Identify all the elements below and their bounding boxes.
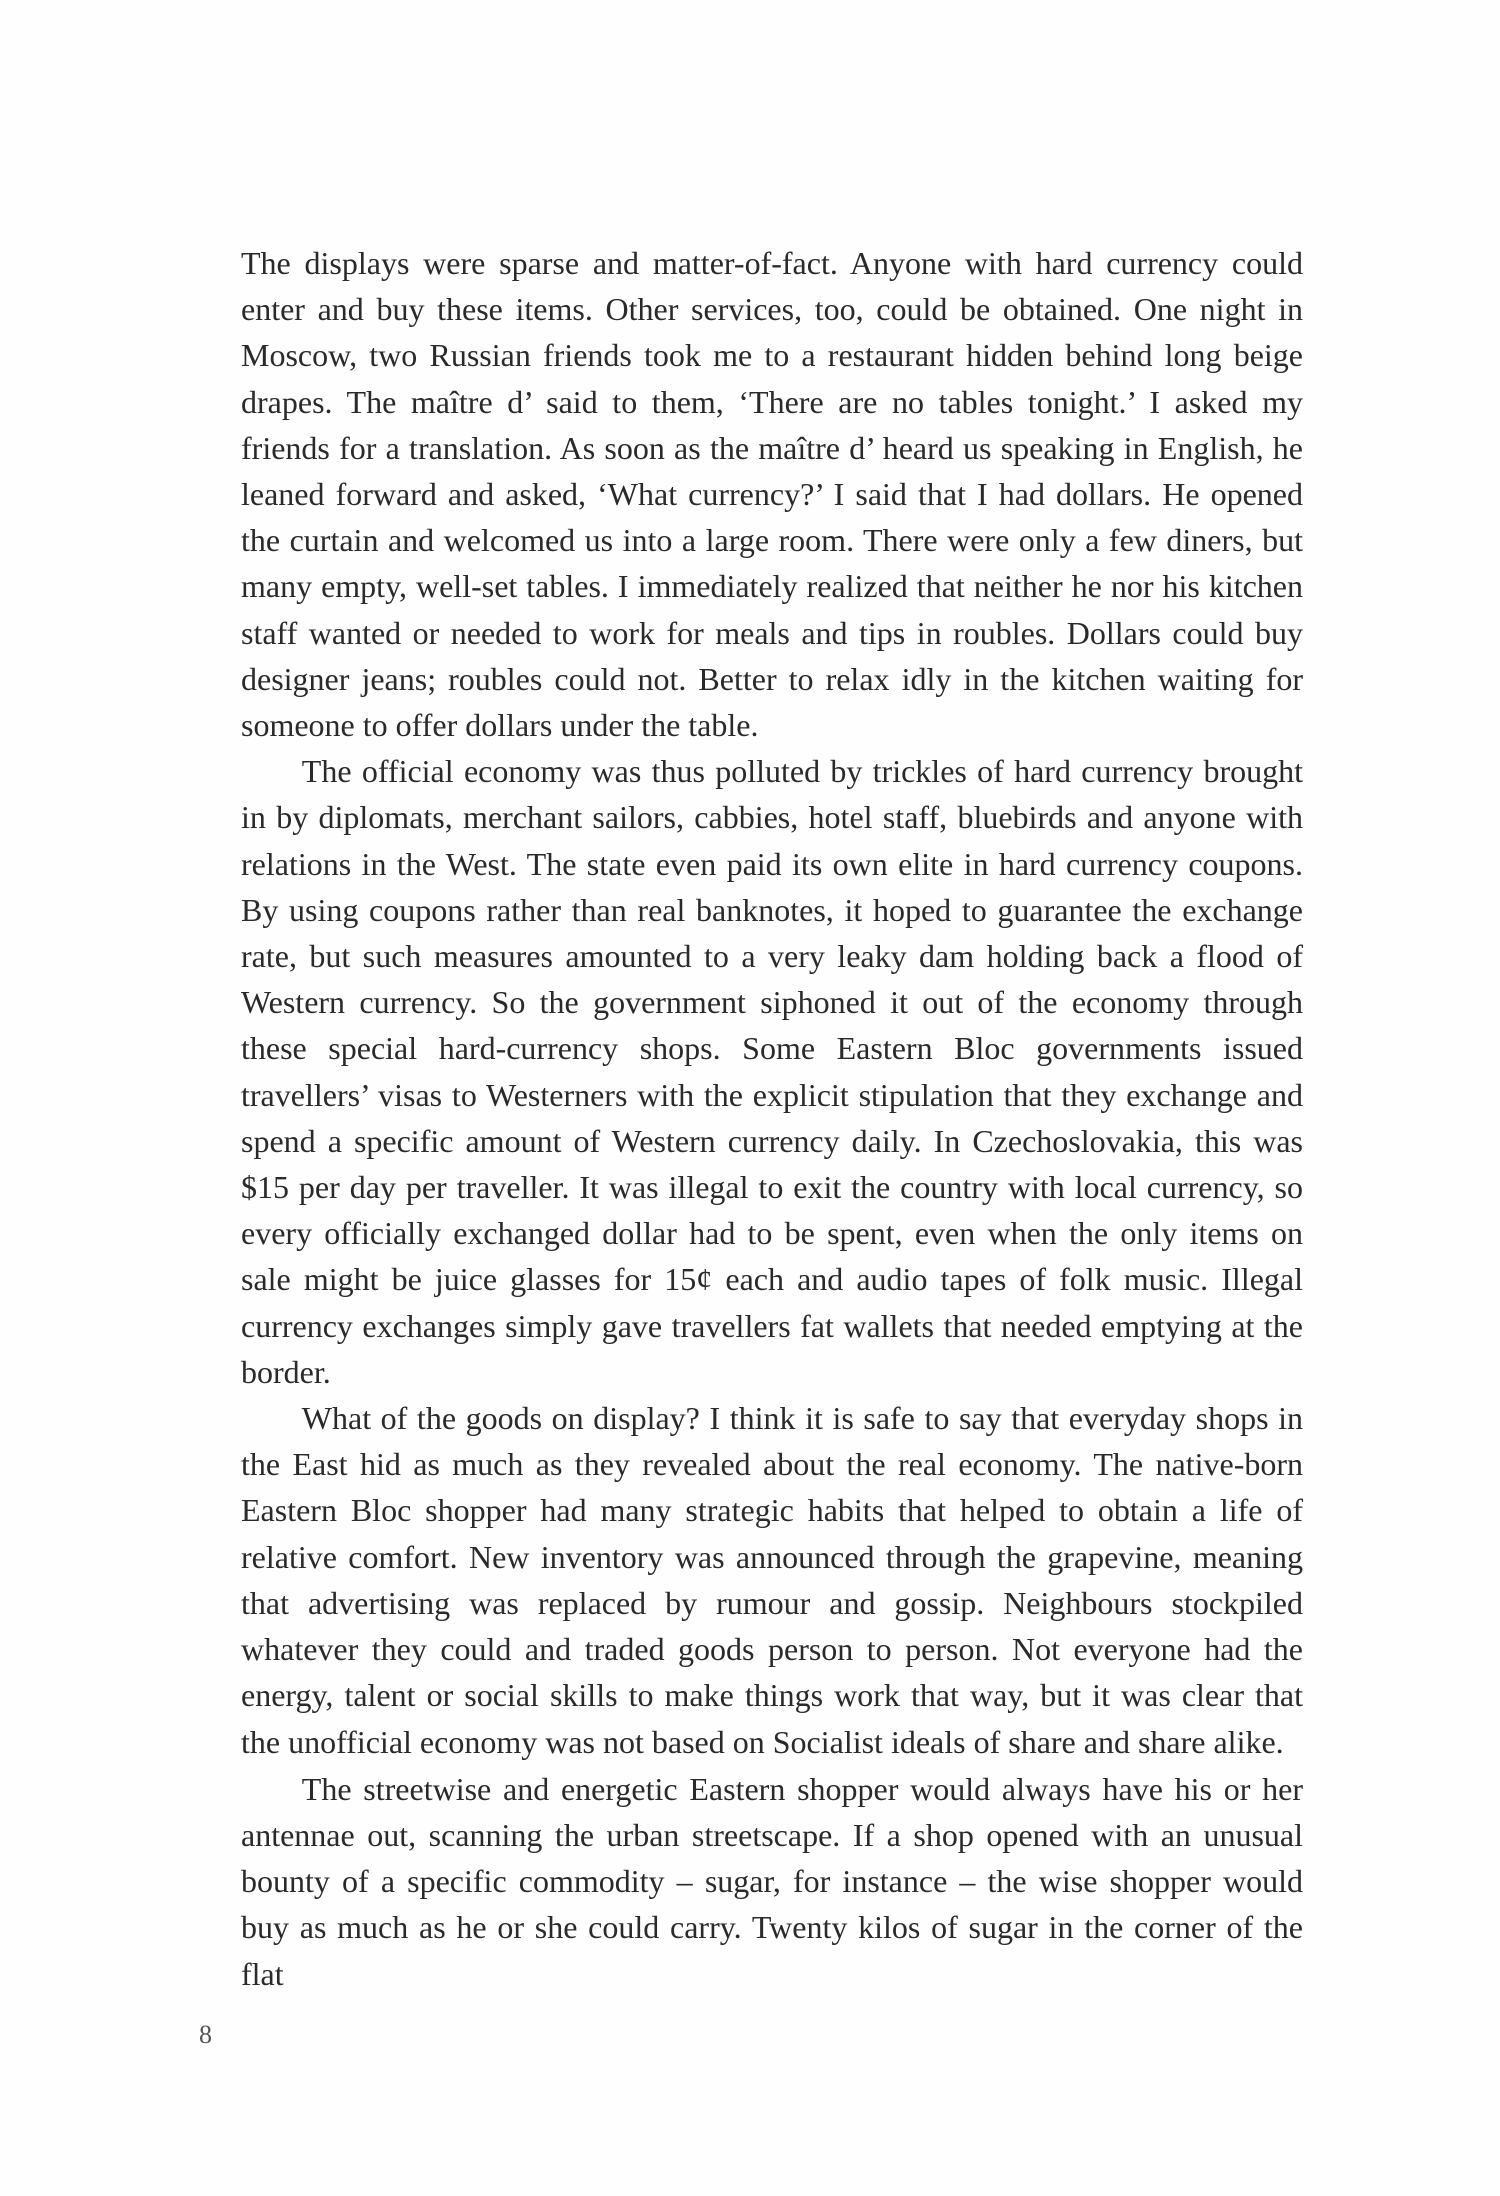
body-text (241, 240, 1303, 1997)
paragraph-4: The streetwise and energetic Eastern shopper would always have his or her antennae out, scanning the urban streetscape. If a shop opened with an unusual bounty of a specific commodity – sugar, for instance – the wise shopper would buy as much as he or she could carry. Twenty kilos of sugar in the corner of the flat (241, 1770, 1303, 1992)
paragraph-1: The displays were sparse and matter-of-fact. Anyone with hard currency could enter and buy these items. Other services, too, could be obtained. One night in Moscow, two Russian friends took me to a restaurant hidden behind long beige drapes. The maître d’ said to them, ‘There are no tables tonight.’ I asked my friends for a translation. As soon as the maître d’ heard us speaking in English, he leaned forward and asked, ‘What currency?’ I said that I had dollars. He opened the curtain and welcomed us into a large room. There were only a few diners, but many empty, well-set tables. I immediately realized that neither he nor his kitchen staff wanted or needed to work for meals and tips in roubles. Dollars could buy designer jeans; roubles could not. Better to relax idly in the kitchen waiting for someone to offer dollars under the table. (241, 245, 1303, 744)
page-number: 8 (199, 2020, 212, 2049)
paragraph-2: The official economy was thus polluted by trickles of hard currency brought in by diplomats, merchant sailors, cabbies, hotel staff, bluebirds and anyone with relations in the West. The state even paid its own elite in hard currency coupons. By using coupons rather than real banknotes, it hoped to guarantee the exchange rate, but such measures amounted to a very leaky dam holding back a flood of Western currency. So the government siphoned it out of the economy through these special hard-currency shops. Some Eastern Bloc governments issued travellers’ visas to Westerners with the explicit stipulation that they exchange and spend a specific amount of Western currency daily. In Czechoslovakia, this was $15 per day per traveller. It was illegal to exit the country with local currency, so every officially exchanged dollar had to be spent, even when the only items on sale might be juice glasses for 15¢ each and audio tapes of folk music. Illegal currency exchanges simply gave travellers fat wallets that needed emptying at the border. (241, 753, 1303, 1390)
paragraph-3: What of the goods on display? I think it is safe to say that everyday shops in the East hid as much as they revealed about the real economy. The native-born Eastern Bloc shopper had many strategic habits that helped to obtain a life of relative comfort. New inventory was announced through the grapevine, meaning that advertising was replaced by rumour and gossip. Neighbours stockpiled whatever they could and traded goods person to person. Not everyone had the energy, talent or social skills to make things work that way, but it was clear that the unofficial economy was not based on Socialist ideals of share and share alike. (241, 1400, 1303, 1760)
